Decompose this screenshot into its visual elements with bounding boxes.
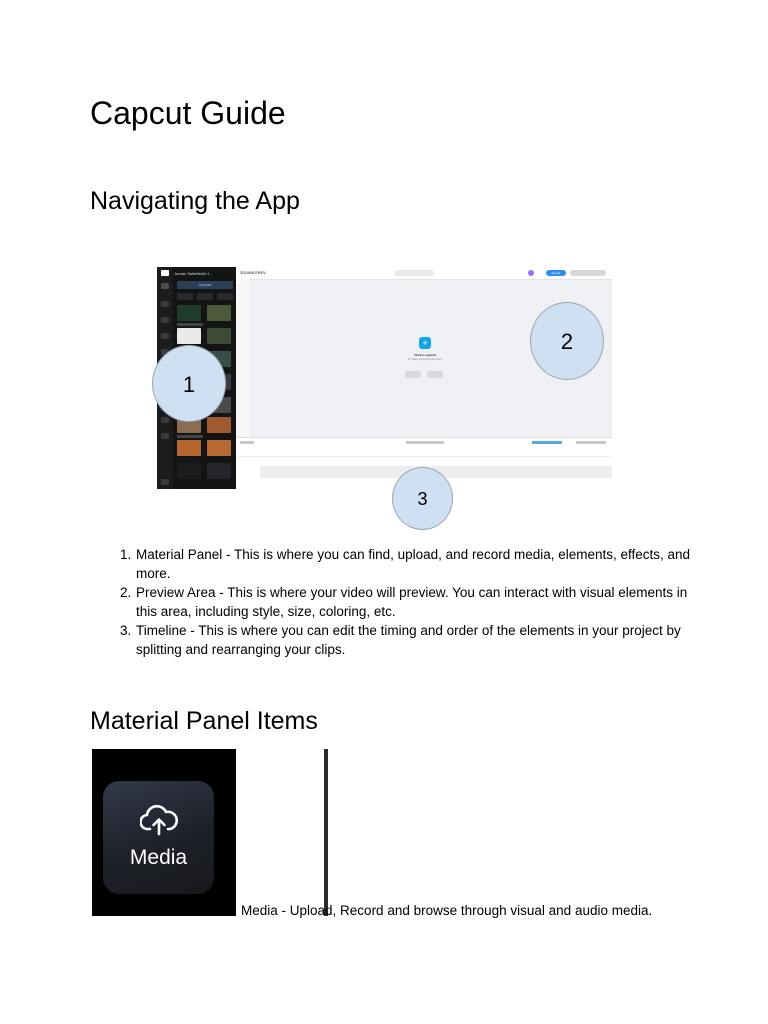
template-nav-icon <box>161 301 169 307</box>
upload-source-button <box>427 371 443 378</box>
callout-3: 3 <box>392 467 453 530</box>
navigation-steps <box>112 546 703 660</box>
audio-nav-icon <box>161 333 169 339</box>
list-item: 3. Timeline - This is where you can edit the timing and order of the elements in your project by splitting and rearranging your clips. <box>135 622 703 659</box>
undo-redo-icons <box>240 441 254 444</box>
list-item: 2. Preview Area - This is where your video will preview. You can interact with visual elements in this area, including style, size, coloring, etc. <box>135 584 703 621</box>
workspace-name: Jordan Saltefield's f... <box>174 271 213 276</box>
avatar <box>528 270 534 276</box>
media-thumbnail <box>207 305 231 321</box>
preview-toolrail <box>236 279 250 437</box>
thumbnail-caption <box>177 435 203 438</box>
export-button: Export <box>546 270 566 276</box>
elements-nav-icon <box>161 317 169 323</box>
media-thumbnail <box>207 328 231 344</box>
timeline-tools <box>532 441 562 444</box>
upload-prompt <box>397 353 453 361</box>
logo-icon <box>161 270 169 276</box>
media-tile-image <box>92 749 236 916</box>
phone-tab <box>177 293 193 300</box>
media-description: Media - Upload, Record and browse through visual and audio media. <box>241 903 653 918</box>
folder-tab <box>197 293 213 300</box>
upload-prompt-hint: Or drag and drop file here <box>407 357 443 361</box>
upload-button: Upload <box>177 281 233 289</box>
media-thumbnail <box>207 417 231 433</box>
media-thumbnail <box>177 440 201 456</box>
callout-2: 2 <box>530 302 604 380</box>
project-name: 20240407KEV <box>240 270 266 275</box>
panel-edge <box>324 749 328 916</box>
media-tile <box>103 781 214 894</box>
media-thumbnail <box>207 440 231 456</box>
zoom-control <box>394 270 434 276</box>
media-tile-label: Media <box>129 846 188 869</box>
section-heading-material-panel: Material Panel Items <box>90 707 318 735</box>
drive-tab <box>217 293 233 300</box>
zoom-slider <box>576 441 606 444</box>
cloud-upload-icon <box>140 803 178 837</box>
menu-icon <box>161 479 169 485</box>
callout-1: 1 <box>152 345 226 422</box>
effects-nav-icon <box>161 417 169 423</box>
upload-source-button <box>405 371 421 378</box>
media-thumbnail <box>207 463 231 479</box>
media-thumbnail <box>177 328 201 344</box>
media-thumbnail <box>177 463 201 479</box>
playback-controls <box>406 441 444 444</box>
list-item: 1. Material Panel - This is where you can find, upload, and record media, elements, effects, and more. <box>135 546 703 583</box>
upload-prompt-title: Click to upload <box>414 353 436 357</box>
section-heading-navigating: Navigating the App <box>90 187 300 215</box>
page-title: Capcut Guide <box>90 95 286 131</box>
upload-plus-icon: + <box>419 337 431 349</box>
plugins-nav-icon <box>161 433 169 439</box>
media-thumbnail <box>177 305 201 321</box>
media-nav-icon <box>161 283 169 289</box>
thumbnail-caption <box>177 323 203 326</box>
toolbar-icons <box>570 270 606 276</box>
editor-topbar <box>236 267 612 280</box>
time-ruler <box>236 450 612 457</box>
